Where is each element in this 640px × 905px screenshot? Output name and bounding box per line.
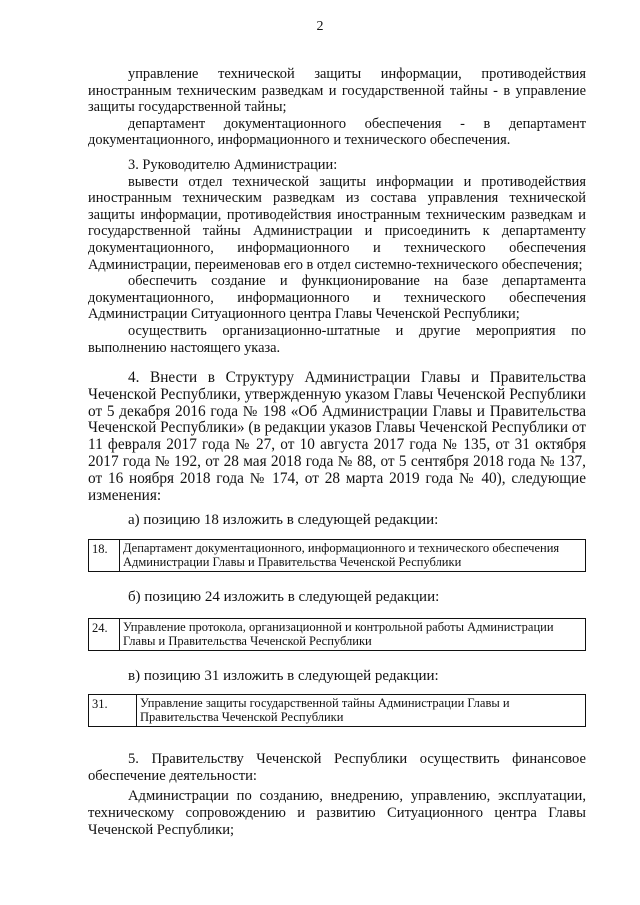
paragraph-3: 3. Руководителю Администрации: (128, 156, 338, 173)
table-cell-text: Управление протокола, организационной и контрольной работы Администрации Главы и Правительства Чеченской Республики (123, 620, 554, 649)
paragraph-1: управление технической защиты информации, противодействия иностранным техническим разведкам и государственной тайны - в управление защиты государственной тайны; (88, 66, 586, 116)
table-cell-text: Управление защиты государственной тайны Администрации Главы и Правительства Чеченской Республики (140, 696, 510, 725)
table-position-31 (88, 694, 586, 727)
table-cell-number: 24. (89, 619, 120, 650)
paragraph-11: 5. Правительству Чеченской Республики осуществить финансовое обеспечение деятельности: (88, 751, 586, 785)
table-cell-number: 18. (89, 540, 120, 571)
table-position-18 (88, 539, 586, 572)
page-number: 2 (316, 19, 324, 34)
paragraph-4: вывести отдел технической защиты информации и противодействия иностранным техническим разведкам из состава управления технической защиты информации, противодействия иностранным техническим разведкам и государственной тайны Администрации и присоединить к департаменту документационного, информационного и технического обеспечения Администрации, переименовав его в отдел системно-технического обеспечения; (88, 173, 586, 273)
table-position-24 (88, 618, 586, 651)
paragraph-2: департамент документационного обеспечения - в департамент документационного, информационного и технического обеспечения. (88, 115, 586, 149)
table-cell-number: 31. (89, 695, 137, 726)
paragraph-5: обеспечить создание и функционирование на базе департамента документационного, информационного и технического обеспечения Администрации Ситуационного центра Главы Чеченской Республики; (88, 273, 586, 323)
paragraph-9: б) позицию 24 изложить в следующей редакции: (128, 589, 440, 606)
document-body (88, 66, 586, 839)
paragraph-12: Администрации по созданию, внедрению, управлению, эксплуатации, техническому сопровождению и развитию Ситуационного центра Главы Чеченской Республики; (88, 788, 586, 839)
paragraph-7: 4. Внести в Структуру Администрации Главы и Правительства Чеченской Республики, утвержденную указом Главы Чеченской Республики от 5 декабря 2016 года № 198 «Об Администрации Главы и Правительства Чеченской Республики» (в редакции указов Главы Чеченской Республики от 11 февраля 2017 года № 27, от 10 августа 2017 года № 135, от 31 октября 2017 года № 192, от 28 мая 2018 года № 88, от 5 сентября 2018 года № 137, от 16 ноября 2018 года № 174, от 28 марта 2019 года № 40), следующие изменения: (88, 369, 586, 504)
table-cell-text: Департамент документационного, информационного и технического обеспечения Администрации Главы и Правительства Чеченской Республики (123, 541, 560, 570)
paragraph-6: осуществить организационно-штатные и другие мероприятия по выполнению настоящего указа. (88, 322, 586, 356)
paragraph-8: а) позицию 18 изложить в следующей редакции: (128, 512, 439, 529)
paragraph-10: в) позицию 31 изложить в следующей редакции: (128, 668, 439, 685)
